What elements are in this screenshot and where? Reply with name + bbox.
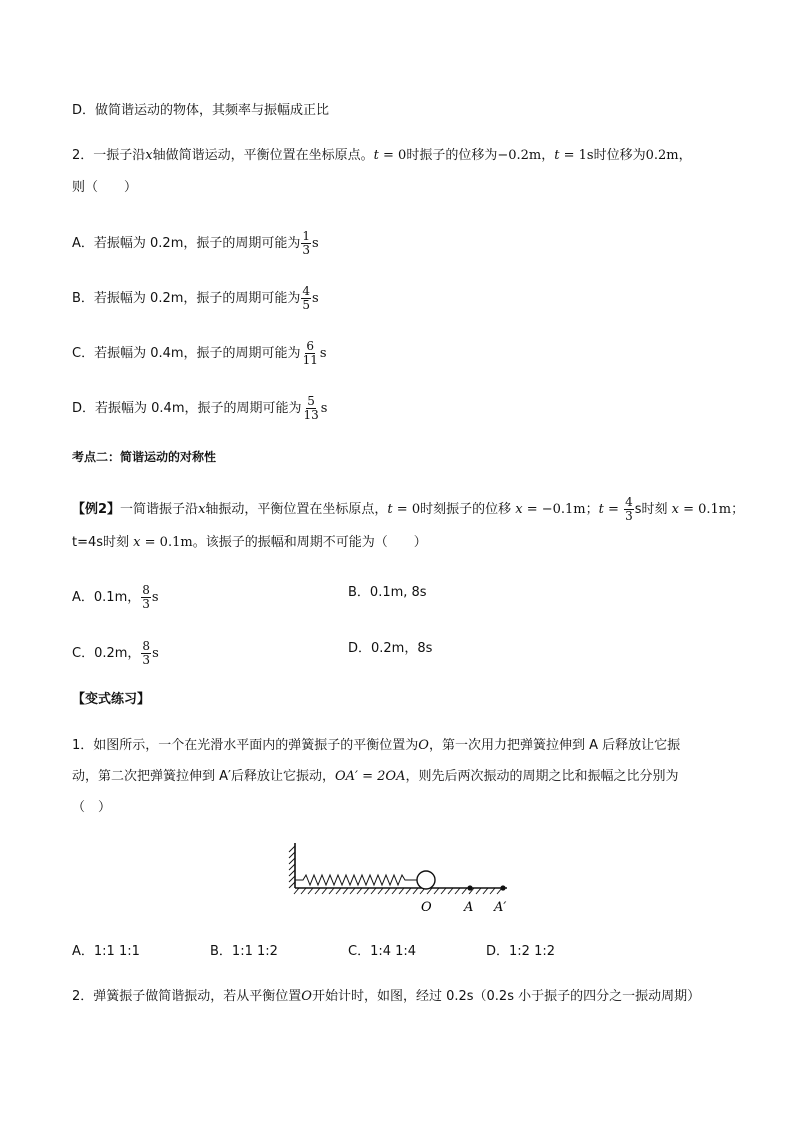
- spring: [295, 875, 417, 885]
- var-o: O: [418, 738, 429, 753]
- q2-stem-line1: [72, 147, 692, 165]
- oscillator-ball: [417, 871, 435, 889]
- q2-value: = 0: [378, 148, 407, 163]
- numerator: 4: [302, 284, 311, 298]
- q2-stem-line2: 则（ ）: [72, 180, 138, 195]
- unit: s: [152, 646, 159, 661]
- unit: s: [312, 291, 319, 306]
- example-value: = 0: [392, 502, 421, 517]
- q2-value: 0.2m: [645, 148, 679, 163]
- practice2-line1: [72, 988, 700, 1006]
- option-text: B．若振幅为 0.2m，振子的周期可能为: [72, 291, 301, 306]
- practice-text: 2．弹簧振子做简谐振动，若从平衡位置: [72, 989, 302, 1004]
- numerator: 1: [302, 229, 311, 243]
- example2-option-d: D．0.2m，8s: [348, 641, 433, 656]
- label-o: O: [421, 900, 432, 915]
- unit: s: [312, 236, 319, 251]
- q2-text: 时振子的位移为: [406, 148, 498, 163]
- denominator: 3: [142, 653, 151, 667]
- option-text: C．0.2m，: [72, 646, 141, 661]
- fraction: [302, 395, 319, 422]
- q2-option-c: [72, 340, 327, 367]
- q2-value: −0.2m: [497, 148, 542, 163]
- option-text: A．0.1m，: [72, 590, 141, 605]
- unit: s: [151, 590, 159, 605]
- example2-option-c: [72, 640, 159, 667]
- denominator: 3: [142, 597, 150, 611]
- example2-line1: 【例2】一简谐振子沿x轴振动，平衡位置在坐标原点，t = 0时刻振子的位移 x = −0.1m；t = $\frac{4}{3}$ s时刻 x = 0.1m；: [72, 495, 745, 523]
- equation: OA′ = 2OA: [334, 769, 406, 784]
- example-text: 一简谐振子沿: [120, 502, 199, 517]
- numerator: 6: [306, 339, 315, 353]
- example-value: = −0.1m: [522, 502, 586, 517]
- denominator: 5: [302, 298, 311, 312]
- practice-text: 动，第二次把弹簧拉伸到 A′后释放让它振动，: [72, 769, 335, 784]
- practice1-option-b: B．1:1 1:2: [210, 944, 278, 959]
- var-t: t: [387, 502, 393, 517]
- option-text: C．若振幅为 0.4m，振子的周期可能为: [72, 346, 301, 361]
- practice1-line1: [72, 737, 680, 755]
- unit: s: [320, 401, 328, 416]
- q2-text: ，: [541, 148, 555, 163]
- example2-line2: [72, 534, 427, 552]
- example-value: = 0.1m: [678, 502, 732, 517]
- practice-text: 1．如图所示，一个在光滑水平面内的弹簧振子的平衡位置为: [72, 738, 419, 753]
- denominator: 3: [625, 509, 633, 523]
- q2-option-d: [72, 395, 327, 422]
- practice-text: ，则先后两次振动的周期之比和振幅之比分别为: [405, 769, 679, 784]
- var-x: x: [145, 148, 153, 163]
- var-x: x: [515, 502, 523, 517]
- var-t: t: [373, 148, 379, 163]
- fraction: [624, 496, 634, 523]
- example2-option-a: [72, 584, 159, 611]
- q2-option-b: [72, 285, 319, 312]
- unit: s: [319, 346, 327, 361]
- point-a-prime-dot: [500, 885, 505, 890]
- practice1-option-a: A．1:1 1:1: [72, 944, 140, 959]
- example2-option-b: B．0.1m, 8s: [348, 585, 427, 600]
- example-text: 轴振动，平衡位置在坐标原点，: [205, 502, 388, 517]
- fraction: [141, 640, 151, 667]
- numerator: 8: [142, 583, 150, 597]
- example-text: s时刻: [634, 502, 672, 517]
- denominator: 13: [303, 408, 319, 422]
- var-x: x: [133, 535, 141, 550]
- wall-hatch: [289, 846, 295, 888]
- example-tag: 【例2】: [72, 502, 121, 517]
- q2-text: 2．一振子沿: [72, 148, 146, 163]
- example-value: = 0.1m: [140, 535, 193, 550]
- label-a: A: [464, 900, 474, 915]
- practice1-option-c: C．1:4 1:4: [348, 944, 417, 959]
- var-x: x: [671, 502, 679, 517]
- practice-text: ，第一次用力把弹簧拉伸到 A 后释放让它振: [428, 738, 681, 753]
- var-t: t: [554, 148, 560, 163]
- example-text: ；: [585, 502, 599, 517]
- example-text: ；: [731, 502, 745, 517]
- q2-text: 时位移为: [593, 148, 646, 163]
- fraction: [301, 285, 311, 312]
- fraction: [141, 584, 151, 611]
- numerator: 5: [307, 394, 315, 408]
- label-a-prime: A′: [494, 900, 507, 915]
- example-text: 时刻振子的位移: [420, 502, 516, 517]
- denominator: 3: [302, 243, 311, 257]
- q2-value: = 1s: [559, 148, 594, 163]
- spring-oscillator-figure: [285, 840, 525, 922]
- example-text: 。该振子的振幅和周期不可能为（ ）: [192, 535, 427, 550]
- example-text: t=4s时刻: [72, 535, 134, 550]
- fraction: [301, 230, 311, 257]
- practice-text: 开始计时，如图，经过 0.2s（0.2s 小于振子的四分之一振动周期）: [311, 989, 701, 1004]
- var-x: x: [198, 502, 206, 517]
- numerator: 4: [625, 495, 633, 509]
- practice-title: 【变式练习】: [72, 692, 151, 707]
- var-t: t: [598, 502, 604, 517]
- q1-option-d: D．做简谐运动的物体，其频率与振幅成正比: [72, 103, 330, 118]
- denominator: 11: [302, 353, 318, 367]
- q2-text: ，: [678, 148, 692, 163]
- practice1-line3: （ ）: [72, 800, 112, 815]
- var-o: O: [301, 989, 312, 1004]
- point-a-dot: [467, 885, 472, 890]
- section-title: 考点二：简谐运动的对称性: [72, 450, 217, 464]
- numerator: 8: [142, 639, 151, 653]
- practice1-line2: [72, 768, 678, 786]
- fraction: [302, 340, 319, 367]
- q2-option-a: [72, 230, 319, 257]
- option-text: A．若振幅为 0.2m，振子的周期可能为: [72, 236, 301, 251]
- q2-text: 轴做简谐运动，平衡位置在坐标原点。: [152, 148, 374, 163]
- option-text: D．若振幅为 0.4m，振子的周期可能为: [72, 401, 302, 416]
- practice1-option-d: D．1:2 1:2: [486, 944, 555, 959]
